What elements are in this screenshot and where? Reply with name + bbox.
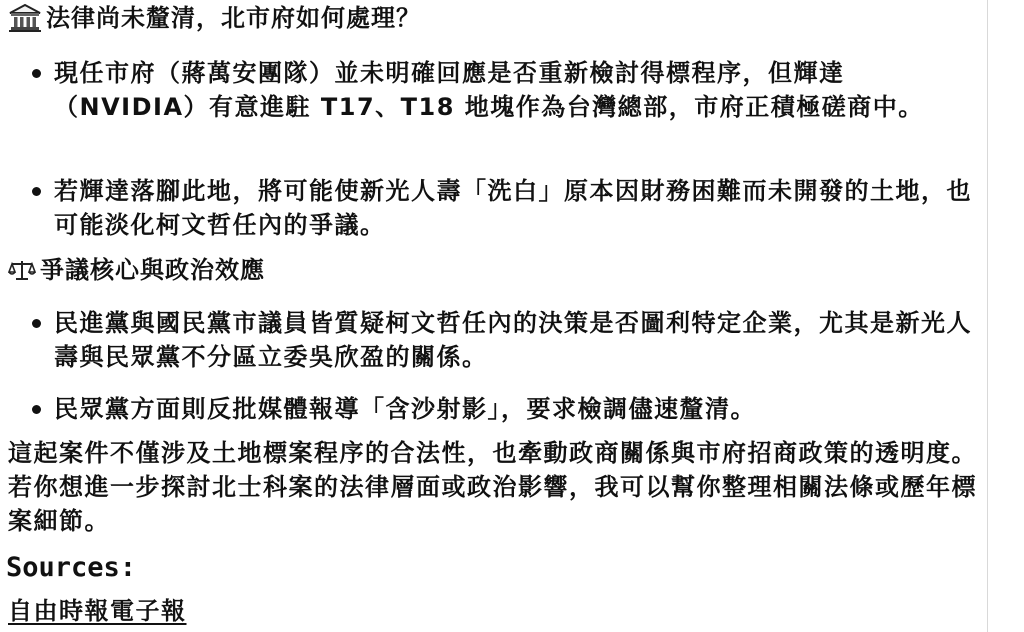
bullet-dot (32, 187, 41, 196)
list-item-text: 民眾黨方面則反批媒體報導「含沙射影」，要求檢調儘速釐清。 (54, 395, 756, 423)
bullet-dot (32, 405, 41, 414)
scales-icon (8, 258, 36, 282)
section-title: 爭議核心與政治效應 (40, 256, 265, 284)
summary-paragraph: 這起案件不僅涉及土地標案程序的合法性，也牽動政商關係與市府招商政策的透明度。若你想進一步探討北士科案的法律層面或政治影響，我可以幫你整理相關法條或歷年標案細節。 (8, 439, 977, 535)
bullet-dot (32, 69, 41, 78)
list-item-text: 若輝達落腳此地，將可能使新光人壽「洗白」原本因財務困難而未開發的土地，也可能淡化柯文哲任內的爭議。 (54, 177, 972, 239)
section-heading-politics (8, 254, 265, 286)
section-title: 法律尚未釐清，北市府如何處理？ (46, 4, 421, 32)
list-item-text: 民進黨與國民黨市議員皆質疑柯文哲任內的決策是否圖利特定企業，尤其是新光人壽與民眾黨不分區立委吳欣盈的關係。 (54, 309, 972, 371)
list-item (32, 174, 972, 242)
list-item (32, 392, 972, 426)
list-item-text: 現任市府（蔣萬安團隊）並未明確回應是否重新檢討得標程序，但輝達（NVIDIA）有意進駐 T17、T18 地塊作為台灣總部，市府正積極磋商中。 (54, 59, 924, 121)
list-item (32, 306, 972, 374)
bullet-dot (32, 319, 41, 328)
source-link[interactable]: 自由時報電子報 (8, 597, 187, 625)
classical-building-icon (8, 3, 42, 33)
sources-label: Sources: (6, 552, 137, 583)
section-heading-legal (8, 2, 421, 34)
list-item (32, 56, 972, 124)
